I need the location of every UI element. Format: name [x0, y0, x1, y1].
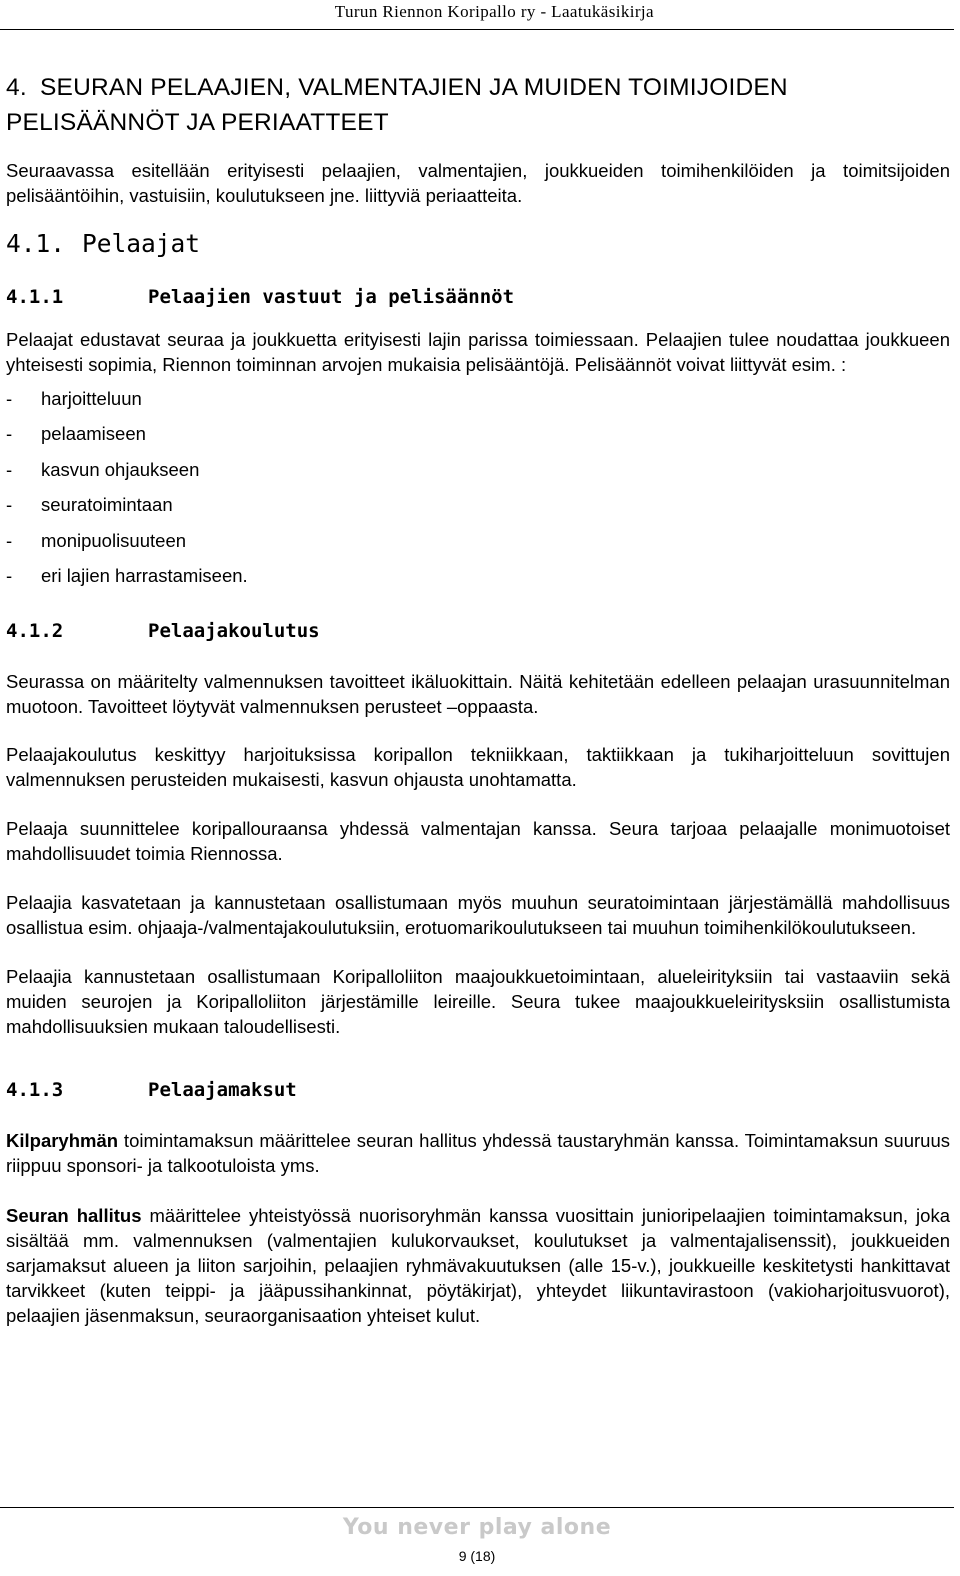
paragraph-4-1-2-c: Pelaaja suunnittelee koripallouraansa yhdessä valmentajan kanssa. Seura tarjoaa pelaajalle monimuotoiset mahdollisuudet toimia Riennossa.: [6, 818, 950, 865]
list-item-text: seuratoimintaan: [41, 494, 173, 516]
subsection-title: Pelaajat: [82, 229, 201, 258]
list-item-text: monipuolisuuteen: [41, 529, 187, 551]
heading-4-1-2: [6, 618, 950, 644]
heading-4-1-3: [6, 1077, 950, 1103]
list-item: [6, 416, 950, 451]
paragraph-4-1-3-b-bold: Seuran hallitus: [6, 1205, 142, 1227]
heading-4-1-1-title: Pelaajien vastuut ja pelisäännöt: [148, 286, 515, 308]
list-item-text: harjoitteluun: [41, 388, 142, 409]
list-item-text: eri lajien harrastamiseen.: [41, 565, 248, 587]
heading-4-1-3-title: Pelaajamaksut: [148, 1079, 297, 1102]
heading-4-1-1: [6, 284, 950, 310]
footer-slogan: You never play alone: [342, 1515, 612, 1540]
section-title: [6, 70, 950, 140]
page-number: 9 (18): [458, 1548, 496, 1564]
paragraph-4-1-3-a-text: toimintamaksun määrittelee seuran hallitus yhdessä taustaryhmän kanssa. Toimintamaksun suuruus riippuu sponsori- ja talkootuloista yms.: [6, 1130, 950, 1177]
list-dash: -: [6, 423, 13, 445]
list-dash: -: [6, 529, 13, 551]
section-title-line1: SEURAN PELAAJIEN, VALMENTAJIEN JA MUIDEN TOIMIJOIDEN: [40, 74, 788, 101]
list-dash: -: [6, 565, 13, 587]
paragraph-4-1-2-a: Seurassa on määritelty valmennuksen tavoitteet ikäluokittain. Näitä kehitetään edelleen pelaajan urasuunnitelman muotoon. Tavoitteet löytyvät valmennuksen perusteet –oppaasta.: [6, 671, 950, 718]
header-title: Turun Riennon Koripallo ry - Laatukäsikirja: [334, 2, 654, 21]
paragraph-4-1-2-b: Pelaajakoulutus keskittyy harjoituksissa koripallon tekniikkaan, taktiikkaan ja tukiharjoitteluun sovittujen valmennuksen perusteiden mukaisesti, kasvun ohjausta unohtamatta.: [6, 744, 950, 791]
section-title-line2: PELISÄÄNNÖT JA PERIAATTEET: [6, 109, 389, 136]
section-number: 4.: [6, 74, 27, 101]
paragraph-4-1-3-b-text: määrittelee yhteistyössä nuorisoryhmän kanssa vuosittain junioripelaajien toimintamaksun, joka sisältää mm. valmennuksen (valmentajien kulukorvaukset, koulutukset ja valmentajalisenssit), joukkueiden sarjamaksut alueen ja liiton sarjoihin, pelaajien ryhmävakuutuksen (alle 15-v.), joukkueille keskitetysti hankittavat tarvikkeet (kuten teippi- ja jääpussihankinnat, pöytäkirjat), yhteydet liikuntavirastoon (vakioharjoitusvuorot), pelaajien jäsenmaksun, seuraorganisaation yhteiset kulut.: [6, 1205, 950, 1327]
paragraph-4-1-1: Pelaajat edustavat seuraa ja joukkuetta erityisesti lajin parissa toimiessaan. Pelaajien tulee noudattaa joukkueen yhteisesti sopimia, Riennon toiminnan arvojen mukaisia pelisääntöjä. Pelisäännöt voivat liittyvät esim. :: [6, 329, 950, 375]
list-dash: -: [6, 458, 13, 480]
paragraph-4-1-3-a: [6, 1128, 950, 1178]
heading-4-1-3-number: 4.1.3: [6, 1079, 64, 1102]
subsection-number: 4.1.: [6, 229, 66, 258]
paragraph-4-1-3-a-bold: Kilparyhmän: [6, 1130, 119, 1152]
page-header: [0, 0, 960, 30]
header-divider: [0, 29, 954, 30]
list-dash: -: [6, 494, 13, 516]
paragraph-4-1-2-e: Pelaajia kannustetaan osallistumaan Koripalloliiton maajoukkuetoimintaan, alueleirityksiin tai vastaaviin sekä muiden seurojen ja Koripalloliiton järjestämille leireille. Seura tukee maajoukkueleiritysksiin osallistumista mahdollisuuksien mukaan taloudellisesti.: [6, 966, 950, 1038]
rules-list: [6, 381, 950, 593]
paragraph-4-1-3-b: [6, 1203, 950, 1328]
list-item-text: kasvun ohjaukseen: [41, 458, 200, 480]
heading-4-1-2-title: Pelaajakoulutus: [148, 620, 320, 643]
document-body: [6, 70, 950, 1328]
subsection-heading: [6, 229, 950, 259]
paragraph-4-1-2-d: Pelaajia kasvatetaan ja kannustetaan osallistumaan myös muuhun seuratoimintaan järjestämällä mahdollisuus osallistua esim. ohjaaja-/valmentajakoulutuksiin, erotuomarikoulutukseen tai muuhun toimihenkilökoulutukseen.: [6, 892, 950, 939]
heading-4-1-2-number: 4.1.2: [6, 620, 64, 643]
list-dash: -: [6, 388, 13, 409]
list-item: [6, 558, 950, 593]
list-item-text: pelaamiseen: [41, 423, 146, 445]
heading-4-1-1-number: 4.1.1: [6, 286, 64, 308]
list-item: [6, 487, 950, 522]
list-item: [6, 452, 950, 487]
list-item: [6, 523, 950, 558]
section-intro: Seuraavassa esitellään erityisesti pelaajien, valmentajien, joukkueiden toimihenkilöiden ja toimitsijoiden pelisääntöihin, vastuisiin, koulutukseen jne. liittyviä periaatteita.: [6, 160, 950, 206]
list-item: [6, 381, 950, 416]
footer-divider: [0, 1507, 954, 1508]
